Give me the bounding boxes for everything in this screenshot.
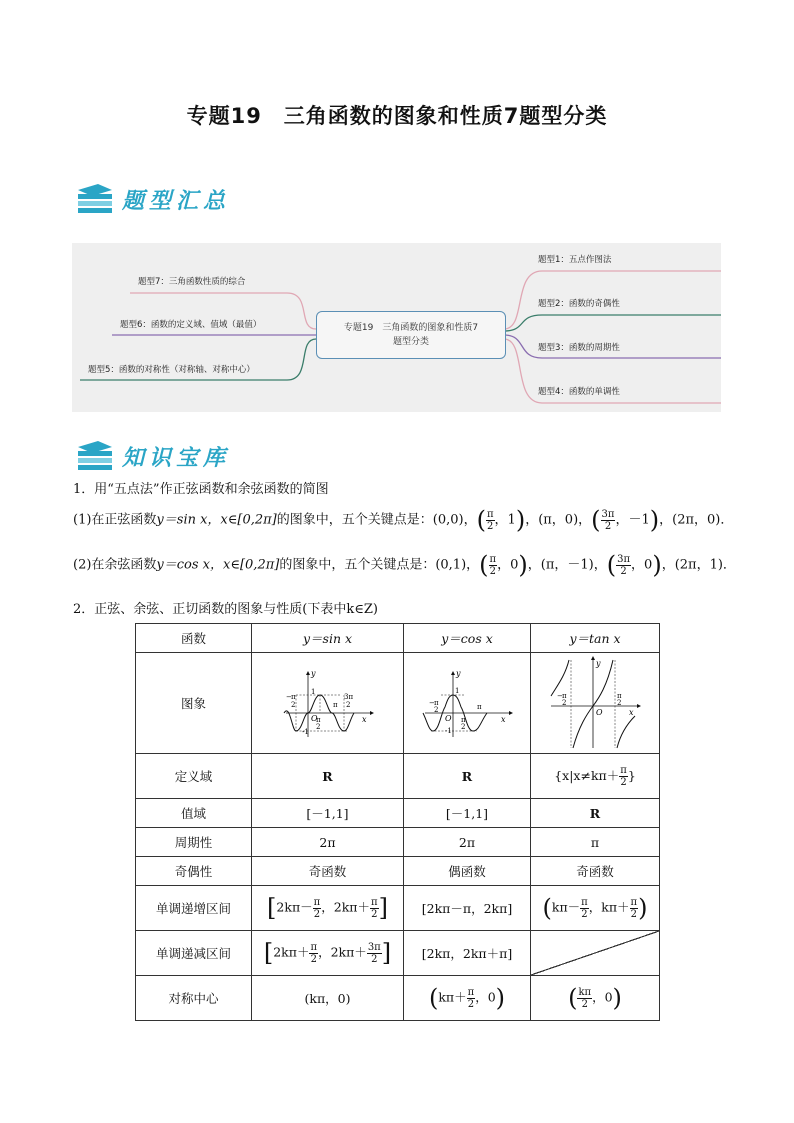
point2-heading: 2．正弦、余弦、正切函数的图象与性质(下表中k∈Z) bbox=[73, 602, 378, 617]
sin-func: y＝sin x，x∈[0,2π] bbox=[156, 512, 277, 528]
mind-map-center bbox=[316, 311, 506, 359]
header-cos: y＝cos x bbox=[404, 624, 531, 653]
center-line-2: 题型分类 bbox=[392, 337, 429, 347]
section-header-summary bbox=[76, 182, 230, 216]
table-row bbox=[136, 799, 660, 828]
svg-text:π: π bbox=[617, 692, 622, 700]
section-header-knowledge bbox=[76, 439, 230, 473]
svg-text:π: π bbox=[290, 693, 296, 701]
cos-center: (kπ＋ $\frac{\pi}{2}$ ，0) bbox=[404, 976, 531, 1021]
sin-prefix: (1)在正弦函数 bbox=[73, 512, 157, 528]
svg-text:x: x bbox=[501, 715, 506, 724]
header-sin: y＝sin x bbox=[252, 624, 404, 653]
section-title-summary: 题型汇总 bbox=[122, 188, 231, 214]
svg-text:2: 2 bbox=[617, 699, 622, 707]
sin-range: [－1,1] bbox=[252, 799, 404, 828]
mm-item-7: 题型7：三角函数性质的综合 bbox=[138, 277, 246, 287]
sin-increasing: [2kπ－ $\frac{\pi}{2}$ ，2kπ＋ $\frac{\pi}{2}$ ] bbox=[252, 886, 404, 931]
row-label-domain: 定义域 bbox=[136, 754, 252, 799]
frac: $\frac{3\pi}{2}$ bbox=[601, 508, 615, 532]
svg-text:1: 1 bbox=[310, 688, 315, 696]
sin-decreasing: [2kπ＋ $\frac{\pi}{2}$ ，2kπ＋ $\frac{3\pi}{2}$ ] bbox=[252, 931, 404, 976]
row-label-period: 周期性 bbox=[136, 828, 252, 857]
svg-text:π: π bbox=[434, 699, 439, 707]
table-row bbox=[136, 976, 660, 1021]
header-function: 函数 bbox=[136, 624, 252, 653]
svg-text:x: x bbox=[361, 715, 367, 724]
center-line-1: 专题19 三角函数的图象和性质7 bbox=[343, 323, 479, 333]
tan-parity: 奇函数 bbox=[531, 857, 660, 886]
frac: $\frac{3\pi}{2}$ bbox=[617, 553, 631, 577]
cos-increasing: [2kπ－π，2kπ] bbox=[404, 886, 531, 931]
cos-parity: 偶函数 bbox=[404, 857, 531, 886]
svg-text:−: − bbox=[557, 692, 563, 700]
svg-text:3π: 3π bbox=[343, 693, 353, 701]
row-label-parity: 奇偶性 bbox=[136, 857, 252, 886]
svg-text:π: π bbox=[477, 703, 482, 711]
cos-graph-cell bbox=[404, 653, 531, 754]
cos-middle: 的图象中，五个关键点是：(0,1)， bbox=[279, 557, 480, 573]
svg-text:2: 2 bbox=[290, 701, 295, 709]
svg-text:−: − bbox=[429, 699, 435, 707]
row-label-increasing: 单调递增区间 bbox=[136, 886, 252, 931]
cos-range: [－1,1] bbox=[404, 799, 531, 828]
mm-item-6: 题型6：函数的定义域、值域（最值） bbox=[120, 320, 262, 330]
svg-text:y: y bbox=[310, 669, 316, 678]
svg-text:π: π bbox=[461, 716, 466, 724]
svg-text:2: 2 bbox=[315, 723, 320, 731]
svg-text:O: O bbox=[310, 714, 318, 723]
section-title-knowledge: 知识宝库 bbox=[122, 445, 231, 471]
svg-text:1: 1 bbox=[455, 687, 460, 695]
sin-period: 2π bbox=[252, 828, 404, 857]
frac: $\frac{\pi}{2}$ bbox=[489, 553, 497, 577]
svg-text:2: 2 bbox=[434, 706, 439, 714]
table-row bbox=[136, 857, 660, 886]
tan-range: R bbox=[531, 799, 660, 828]
sin-middle: 的图象中，五个关键点是：(0,0)， bbox=[276, 512, 477, 528]
cos-decreasing: [2kπ，2kπ＋π] bbox=[404, 931, 531, 976]
header-tan: y＝tan x bbox=[531, 624, 660, 653]
point1-heading: 1．用“五点法”作正弦函数和余弦函数的简图 bbox=[73, 482, 329, 497]
cos-func: y＝cos x，x∈[0,2π] bbox=[156, 557, 280, 573]
tan-increasing: (kπ－ $\frac{\pi}{2}$ ，kπ＋ $\frac{\pi}{2}$ ) bbox=[531, 886, 660, 931]
mm-item-4: 题型4：函数的单调性 bbox=[538, 387, 620, 397]
tan-period: π bbox=[531, 828, 660, 857]
table-row bbox=[136, 754, 660, 799]
tan-decreasing-empty bbox=[531, 931, 660, 976]
row-label-range: 值域 bbox=[136, 799, 252, 828]
point1-cos-line: (2)在余弦函数y＝cos x，x∈[0,2π]的图象中，五个关键点是：(0,1)，( $\frac{\pi}{2}$ ，0)，(π，－1)，( $\frac{3\pi}{2}$ ，0)，(2π，1)． bbox=[73, 551, 736, 579]
books-icon bbox=[76, 182, 114, 216]
cos-graph bbox=[417, 663, 517, 743]
svg-text:π: π bbox=[315, 716, 321, 724]
svg-text:π: π bbox=[562, 692, 567, 700]
properties-table bbox=[135, 623, 660, 1021]
svg-text:O: O bbox=[596, 708, 603, 717]
svg-text:-1: -1 bbox=[445, 727, 452, 735]
sin-parity: 奇函数 bbox=[252, 857, 404, 886]
table-row bbox=[136, 931, 660, 976]
table-row bbox=[136, 653, 660, 754]
mm-item-2: 题型2：函数的奇偶性 bbox=[538, 299, 620, 309]
cos-prefix: (2)在余弦函数 bbox=[73, 557, 157, 573]
svg-text:−: − bbox=[285, 693, 292, 701]
cos-domain: R bbox=[404, 754, 531, 799]
sin-center: (kπ，0) bbox=[252, 976, 404, 1021]
svg-text:2: 2 bbox=[345, 701, 350, 709]
svg-text:2: 2 bbox=[562, 699, 567, 707]
row-label-image: 图象 bbox=[136, 653, 252, 754]
tan-graph bbox=[545, 656, 645, 750]
mm-item-1: 题型1：五点作图法 bbox=[538, 255, 612, 265]
sin-graph bbox=[278, 663, 378, 743]
svg-text:2: 2 bbox=[461, 723, 466, 731]
tan-graph-cell bbox=[531, 653, 660, 754]
svg-text:x: x bbox=[629, 708, 634, 717]
sin-graph-cell bbox=[252, 653, 404, 754]
sin-domain: R bbox=[252, 754, 404, 799]
cos-period: 2π bbox=[404, 828, 531, 857]
svg-text:O: O bbox=[445, 714, 452, 723]
table-row bbox=[136, 624, 660, 653]
svg-text:-1: -1 bbox=[301, 728, 309, 736]
tan-center: ( $\frac{k\pi}{2}$ ，0) bbox=[531, 976, 660, 1021]
point1-sin-line: (1)在正弦函数y＝sin x，x∈[0,2π]的图象中，五个关键点是：(0,0)，( $\frac{\pi}{2}$ ，1)，(π，0)，( $\frac{3\pi}{2}$ ，－1)，(2π，0)． bbox=[73, 506, 734, 534]
row-label-decreasing: 单调递减区间 bbox=[136, 931, 252, 976]
svg-text:π: π bbox=[332, 701, 338, 709]
mm-item-3: 题型3：函数的周期性 bbox=[538, 343, 620, 353]
svg-text:y: y bbox=[596, 659, 601, 668]
frac: $\frac{\pi}{2}$ bbox=[486, 508, 494, 532]
svg-text:y: y bbox=[456, 669, 461, 678]
table-row bbox=[136, 886, 660, 931]
tan-domain: {x|x≠kπ＋ $\frac{\pi}{2}$ } bbox=[531, 754, 660, 799]
books-icon bbox=[76, 439, 114, 473]
mm-item-5: 题型5：函数的对称性（对称轴、对称中心） bbox=[88, 365, 255, 375]
table-row bbox=[136, 828, 660, 857]
row-label-center: 对称中心 bbox=[136, 976, 252, 1021]
mind-map bbox=[72, 243, 721, 412]
page-title: 专题19 三角函数的图象和性质7题型分类 bbox=[186, 104, 608, 128]
